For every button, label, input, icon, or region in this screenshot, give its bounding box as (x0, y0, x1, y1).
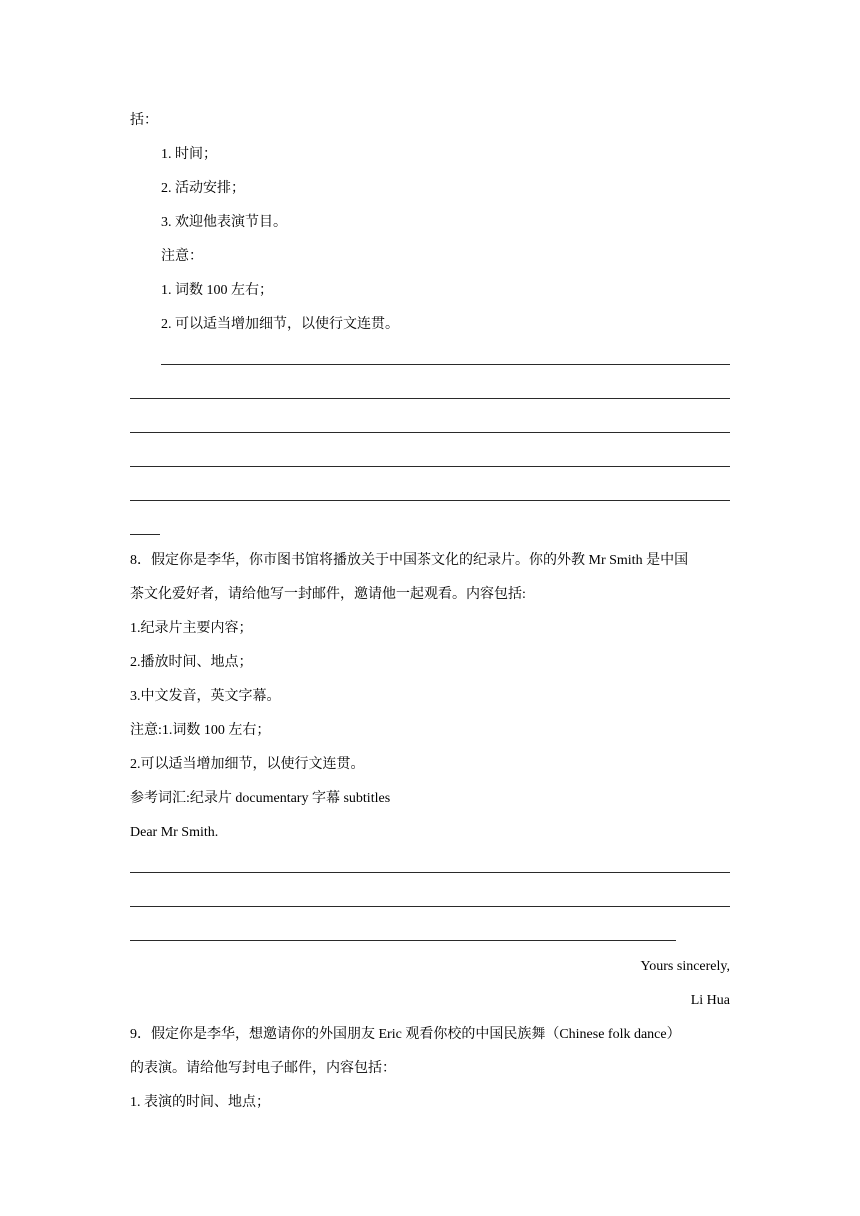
answer-line (130, 872, 730, 873)
answer-line (130, 466, 730, 467)
section8-signature: Li Hua (690, 993, 730, 1008)
answer-line (130, 906, 730, 907)
section8-vocab: 参考词汇:纪录片 documentary 字幕 subtitles (130, 791, 391, 806)
section7-item-2: 2. 活动安排； (161, 181, 245, 196)
section7-item-3: 3. 欢迎他表演节目。 (161, 215, 287, 230)
answer-line-end (130, 534, 160, 535)
answer-line (130, 940, 676, 941)
section8-salutation: Dear Mr Smith. (130, 825, 219, 840)
section9-item-1: 1. 表演的时间、地点； (130, 1095, 270, 1110)
section8-prompt-line2: 茶文化爱好者，请给他写一封邮件，邀请他一起观看。内容包括: (130, 587, 526, 602)
section9-prompt-line2: 的表演。请给他写封电子邮件，内容包括： (130, 1061, 396, 1076)
section7-item-1: 1. 时间； (161, 147, 217, 162)
section8-closing: Yours sincerely, (640, 959, 730, 974)
answer-line (130, 432, 730, 433)
answer-line (130, 398, 730, 399)
answer-line (130, 500, 730, 501)
section7-note-2: 2. 可以适当增加细节，以使行文连贯。 (161, 317, 399, 332)
section7-notes-label: 注意： (161, 249, 203, 264)
section8-item-2: 2.播放时间、地点； (130, 655, 253, 670)
section8-prompt-line1: 8．假定你是李华，你市图书馆将播放关于中国茶文化的纪录片。你的外教 Mr Smith 是中国 (130, 553, 689, 568)
section7-intro-tail: 括： (130, 113, 158, 128)
answer-line (161, 364, 730, 365)
section8-item-3: 3.中文发音，英文字幕。 (130, 689, 281, 704)
section9-prompt-line1: 9．假定你是李华，想邀请你的外国朋友 Eric 观看你校的中国民族舞（Chinese folk dance） (130, 1027, 681, 1042)
section8-note-1: 注意:1.词数 100 左右； (130, 723, 271, 738)
section8-note-2: 2.可以适当增加细节，以使行文连贯。 (130, 757, 365, 772)
section7-note-1: 1. 词数 100 左右； (161, 283, 273, 298)
section8-item-1: 1.纪录片主要内容； (130, 621, 253, 636)
